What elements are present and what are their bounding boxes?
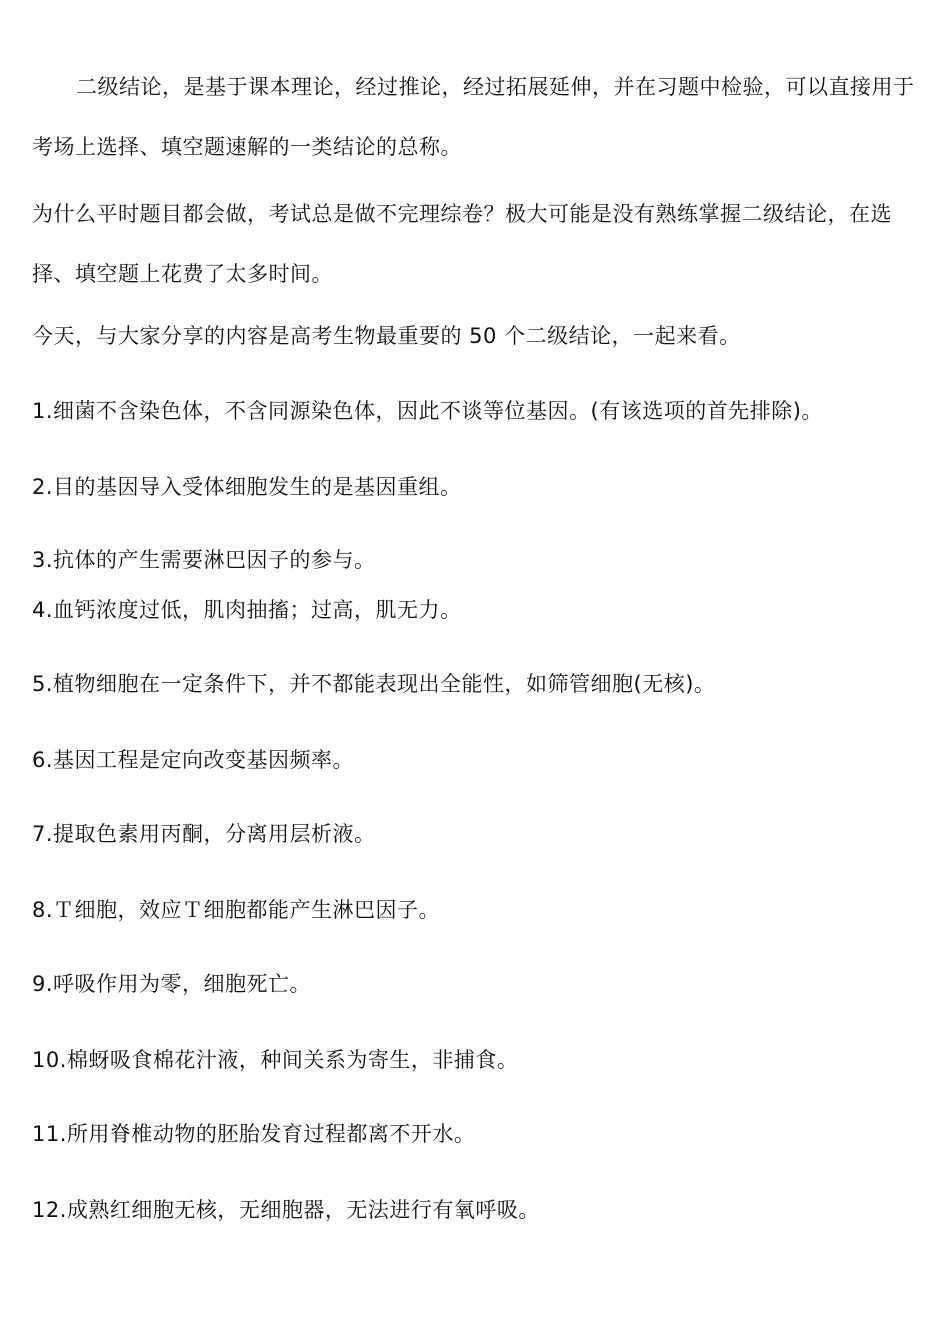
list-item: 4.血钙浓度过低，肌肉抽搐；过高，肌无力。 xyxy=(32,598,462,622)
list-item: 12.成熟红细胞无核，无细胞器，无法进行有氧呼吸。 xyxy=(32,1198,540,1222)
list-item: 6.基因工程是定向改变基因频率。 xyxy=(32,748,355,772)
intro-paragraph-3: 今天，与大家分享的内容是高考生物最重要的 50 个二级结论，一起来看。 xyxy=(32,324,741,348)
list-item: 8.Ｔ细胞，效应Ｔ细胞都能产生淋巴因子。 xyxy=(32,898,441,922)
list-item: 11.所用脊椎动物的胚胎发育过程都离不开水。 xyxy=(32,1122,476,1146)
list-item: 1.细菌不含染色体，不含同源染色体，因此不谈等位基因。(有该选项的首先排除)。 xyxy=(32,399,823,423)
list-item: 3.抗体的产生需要淋巴因子的参与。 xyxy=(32,548,376,572)
list-item: 9.呼吸作用为零，细胞死亡。 xyxy=(32,972,312,996)
intro-paragraph-1: 二级结论，是基于课本理论，经过推论，经过拓展延伸，并在习题中检验，可以直接用于考场上选择、填空题速解的一类结论的总称。 xyxy=(32,75,915,159)
list-item: 5.植物细胞在一定条件下，并不都能表现出全能性，如筛管细胞(无核)。 xyxy=(32,672,716,696)
list-item: 7.提取色素用丙酮，分离用层析液。 xyxy=(32,822,376,846)
intro-paragraph-2: 为什么平时题目都会做，考试总是做不完理综卷？极大可能是没有熟练掌握二级结论，在选择、填空题上花费了太多时间。 xyxy=(32,202,892,286)
list-item: 10.棉蚜吸食棉花汁液，种间关系为寄生，非捕食。 xyxy=(32,1048,519,1072)
list-item: 2.目的基因导入受体细胞发生的是基因重组。 xyxy=(32,475,462,499)
